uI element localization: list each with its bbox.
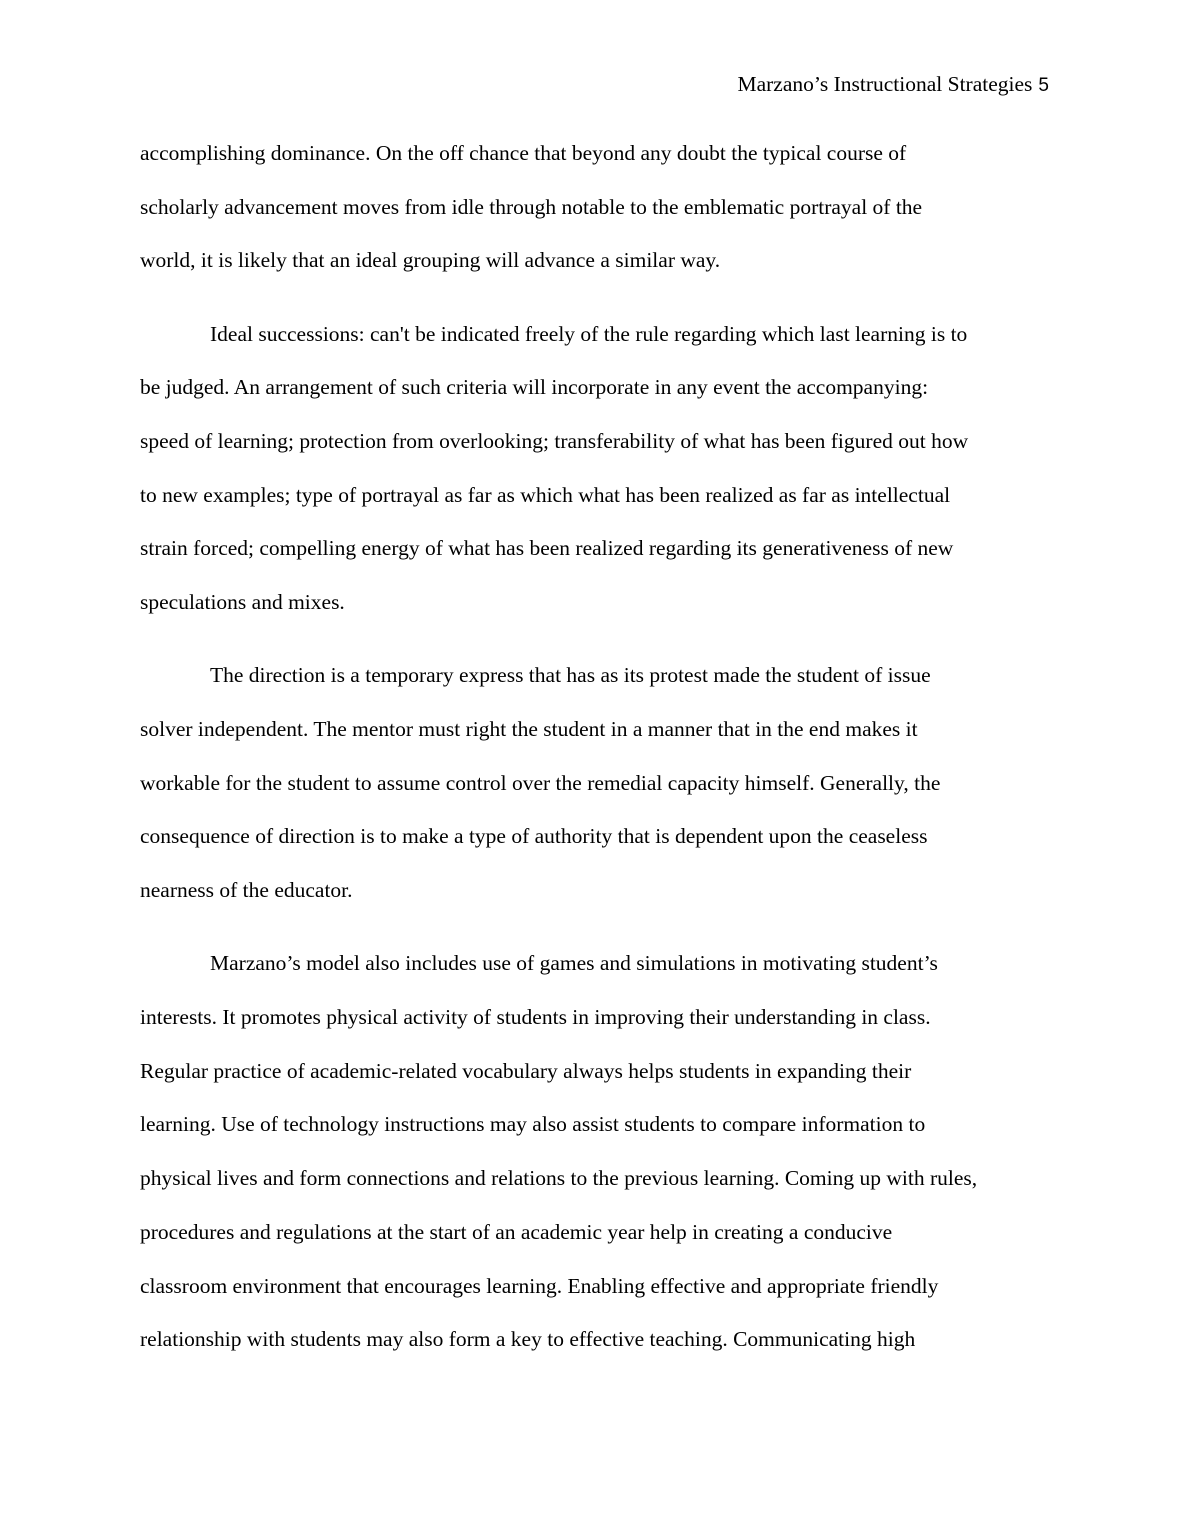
text-line: nearness of the educator.	[140, 878, 353, 903]
text-line: workable for the student to assume control over the remedial capacity himself. Generally, the	[140, 770, 941, 795]
text-line: solver independent. The mentor must right the student in a manner that in the end makes it	[140, 717, 918, 742]
text-line: accomplishing dominance. On the off chance that beyond any doubt the typical course of	[140, 141, 907, 165]
text-line: consequence of direction is to make a type of authority that is dependent upon the ceaseless	[140, 824, 928, 849]
text-line: speculations and mixes.	[140, 590, 345, 615]
text-line: Regular practice of academic-related vocabulary always helps students in expanding their	[140, 1058, 912, 1083]
text-line: world, it is likely that an ideal grouping will advance a similar way.	[140, 248, 721, 273]
text-line: speed of learning; protection from overlooking; transferability of what has been figured out how	[140, 429, 969, 454]
text-line: to new examples; type of portrayal as far as which what has been realized as far as intellectual	[140, 482, 951, 507]
text-line: scholarly advancement moves from idle through notable to the emblematic portrayal of the	[140, 194, 923, 219]
text-line: learning. Use of technology instructions may also assist students to compare information to	[140, 1112, 926, 1137]
running-head-title: Marzano’s Instructional Strategies	[737, 72, 1033, 96]
text-line: classroom environment that encourages learning. Enabling effective and appropriate friendly	[140, 1273, 939, 1298]
paragraph-1	[140, 127, 1052, 288]
text-line: physical lives and form connections and relations to the previous learning. Coming up with rules,	[140, 1166, 978, 1191]
body-text	[140, 127, 1052, 1386]
text-line: strain forced; compelling energy of what has been realized regarding its generativeness of new	[140, 536, 954, 561]
text-line: relationship with students may also form a key to effective teaching. Communicating high	[140, 1327, 916, 1352]
paragraph-4	[140, 937, 1052, 1367]
text-line: The direction is a temporary express that has as its protest made the student of issue	[210, 663, 931, 688]
text-line: Ideal successions: can't be indicated freely of the rule regarding which last learning is to	[210, 321, 968, 346]
text-line: procedures and regulations at the start of an academic year help in creating a conducive	[140, 1219, 893, 1244]
text-line: Marzano’s model also includes use of games and simulations in motivating student’s	[210, 951, 938, 976]
text-line: interests. It promotes physical activity of students in improving their understanding in class.	[140, 1005, 931, 1030]
text-line: be judged. An arrangement of such criteria will incorporate in any event the accompanying:	[140, 375, 929, 400]
paragraph-2	[140, 308, 1052, 630]
running-head	[737, 68, 1049, 102]
paragraph-3	[140, 649, 1052, 918]
page-number: 5	[1038, 75, 1049, 96]
